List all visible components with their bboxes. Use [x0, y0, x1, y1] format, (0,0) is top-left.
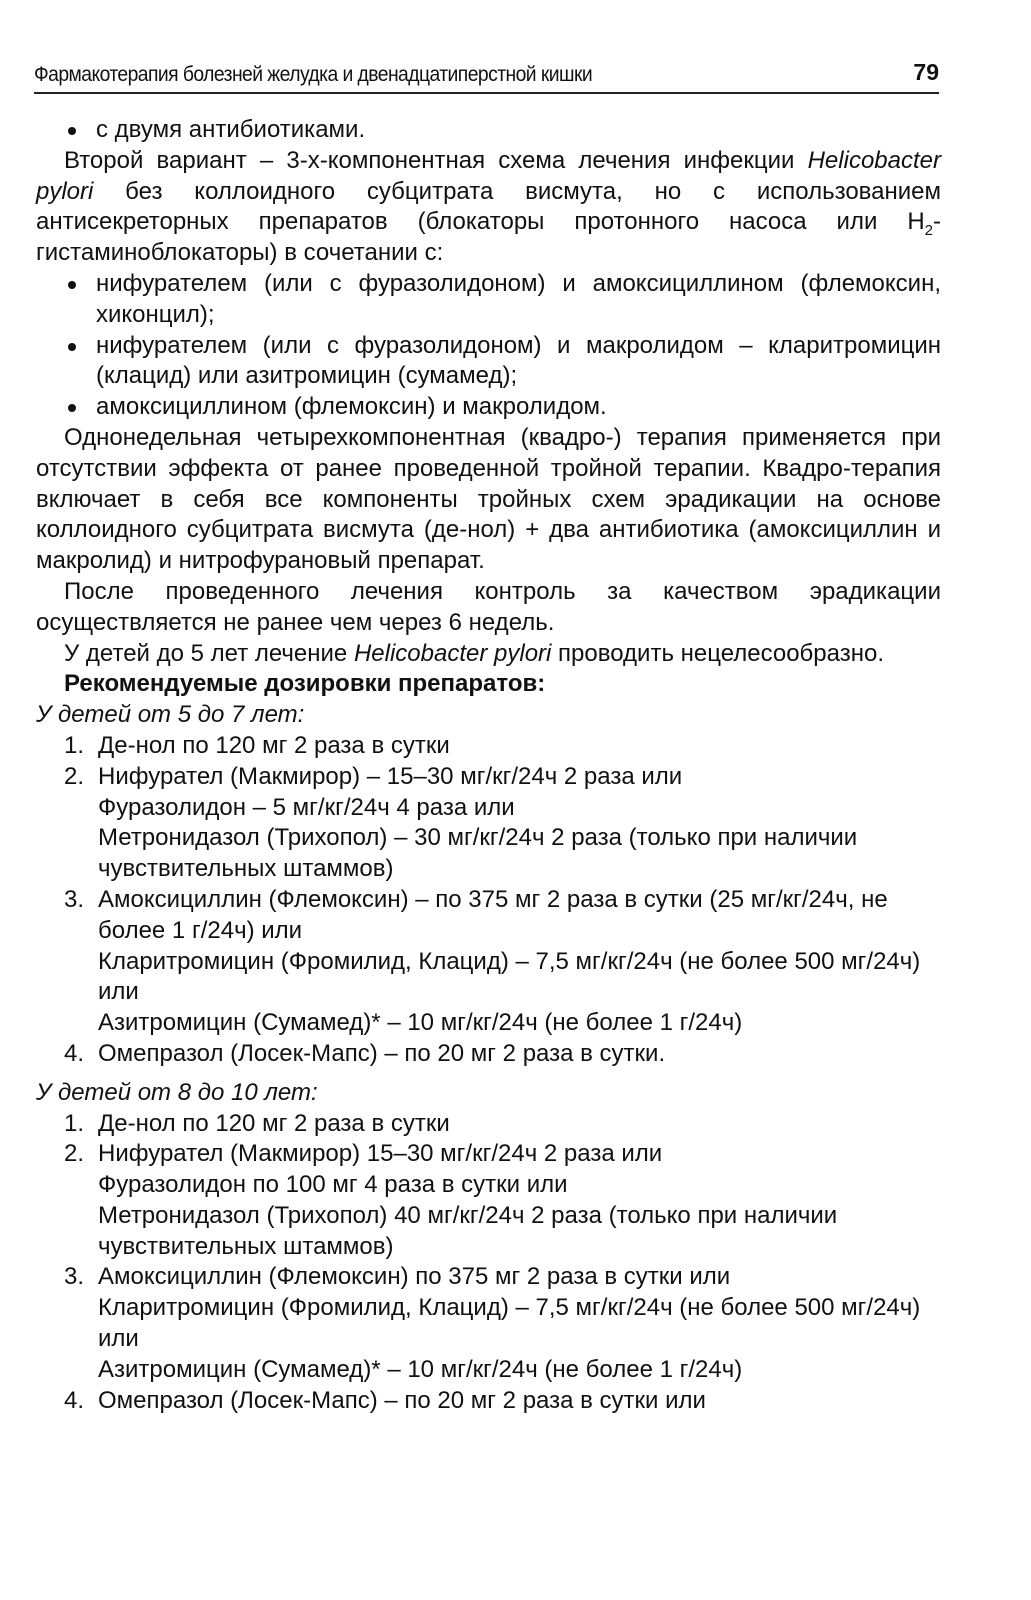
- list-item: 1. Де-нол по 120 мг 2 раза в сутки: [36, 731, 941, 762]
- list-item: нифурателем (или с фуразолидоном) и макролидом – кларитромицин (клацид) или азитромицин (сумамед);: [64, 331, 941, 393]
- list-item: 1. Де-нол по 120 мг 2 раза в сутки: [36, 1109, 941, 1140]
- list-item: амоксициллином (флемоксин) и макролидом.: [64, 392, 941, 423]
- dose-list-8-10: [36, 1109, 941, 1417]
- list-item: 3. Амоксициллин (Флемоксин) – по 375 мг 2 раза в сутки (25 мг/кг/24ч, не более 1 г/24ч) или Кларитромицин (Фромилид, Клацид) – 7,5 мг/кг/24ч (не более 500 мг/24ч) или Азитромицин (Сумамед)* – 10 мг/кг/24ч (не более 1 г/24ч): [64, 885, 921, 1037]
- paragraph-quadro-therapy: Однонедельная четырехкомпонентная (квадро-) терапия применяется при отсутствии эффекта от ранее проведенной тройной терапии. Квадро-терапия включает в себя все компоненты тройных схем эрадикации на основе коллоидного субцитрата висмута (де-нол) + два антибиотика (амоксициллин и макролид) и нитрофурановый препарат.: [36, 423, 941, 575]
- species-name: Helicobacter pylori: [36, 146, 941, 205]
- item-number: 4.: [64, 1039, 85, 1067]
- dosage-heading: Рекомендуемые дозировки препаратов:: [64, 670, 546, 698]
- list-item: 4. Омепразол (Лосек-Мапс) – по 20 мг 2 раза в сутки или: [36, 1386, 941, 1417]
- top-bullet-list: [36, 115, 941, 146]
- page-number: 79: [913, 59, 939, 85]
- group-title-8-10: У детей от 8 до 10 лет:: [36, 1078, 318, 1106]
- combination-list: [36, 269, 941, 423]
- item-number: 1.: [64, 1109, 85, 1137]
- paragraph-control: После проведенного лечения контроль за качеством эрадикации осуществляется не ранее чем через 6 недель.: [36, 577, 941, 636]
- item-number: 1.: [64, 731, 85, 759]
- list-item: 4. Омепразол (Лосек-Мапс) – по 20 мг 2 раза в сутки.: [36, 1039, 941, 1070]
- running-header: [34, 56, 939, 94]
- group-title-5-7: У детей от 5 до 7 лет:: [36, 701, 305, 729]
- list-item: с двумя антибиотиками.: [64, 115, 941, 146]
- item-number: 2.: [64, 1140, 85, 1168]
- item-number: 3.: [64, 885, 85, 913]
- subscript: 2: [924, 222, 933, 240]
- running-header-title: Фармакотерапия болезней желудка и двенадцатиперстной кишки: [34, 63, 593, 86]
- page-body: [36, 115, 941, 1416]
- species-name: Helicobacter pylori: [353, 639, 552, 667]
- dose-list-5-7: [36, 731, 941, 1070]
- list-item: 2. Нифурател (Макмирор) – 15–30 мг/кг/24ч 2 раза или Фуразолидон – 5 мг/кг/24ч 4 раза или Метронидазол (Трихопол) – 30 мг/кг/24ч 2 раза (только при наличии чувствительных штаммов): [64, 762, 858, 883]
- paragraph-children-under-5: У детей до 5 лет лечение Helicobacter pylori проводить нецелесообразно.: [64, 639, 884, 667]
- list-item: нифурателем (или с фуразолидоном) и амоксициллином (флемоксин, хиконцил);: [64, 269, 941, 331]
- item-number: 3.: [64, 1263, 85, 1291]
- list-item: 3. Амоксициллин (Флемоксин) по 375 мг 2 раза в сутки или Кларитромицин (Фромилид, Клацид) – 7,5 мг/кг/24ч (не более 500 мг/24ч) или Азитромицин (Сумамед)* – 10 мг/кг/24ч (не более 1 г/24ч): [64, 1263, 921, 1383]
- item-number: 4.: [64, 1386, 85, 1414]
- paragraph-second-variant: Второй вариант – 3-х-компонентная схема лечения инфекции Helicobacter pylori без коллоидного субцитрата висмута, но с использованием антисекреторных препаратов (блокаторы протонного насоса или $Н_2-гистаминоблокаторы$) в сочетании с:: [36, 146, 941, 267]
- list-item: 2. Нифурател (Макмирор) 15–30 мг/кг/24ч 2 раза или Фуразолидон по 100 мг 4 раза в сутки или Метронидазол (Трихопол) 40 мг/кг/24ч 2 раза (только при наличии чувствительных штаммов): [64, 1140, 838, 1260]
- item-number: 2.: [64, 762, 85, 790]
